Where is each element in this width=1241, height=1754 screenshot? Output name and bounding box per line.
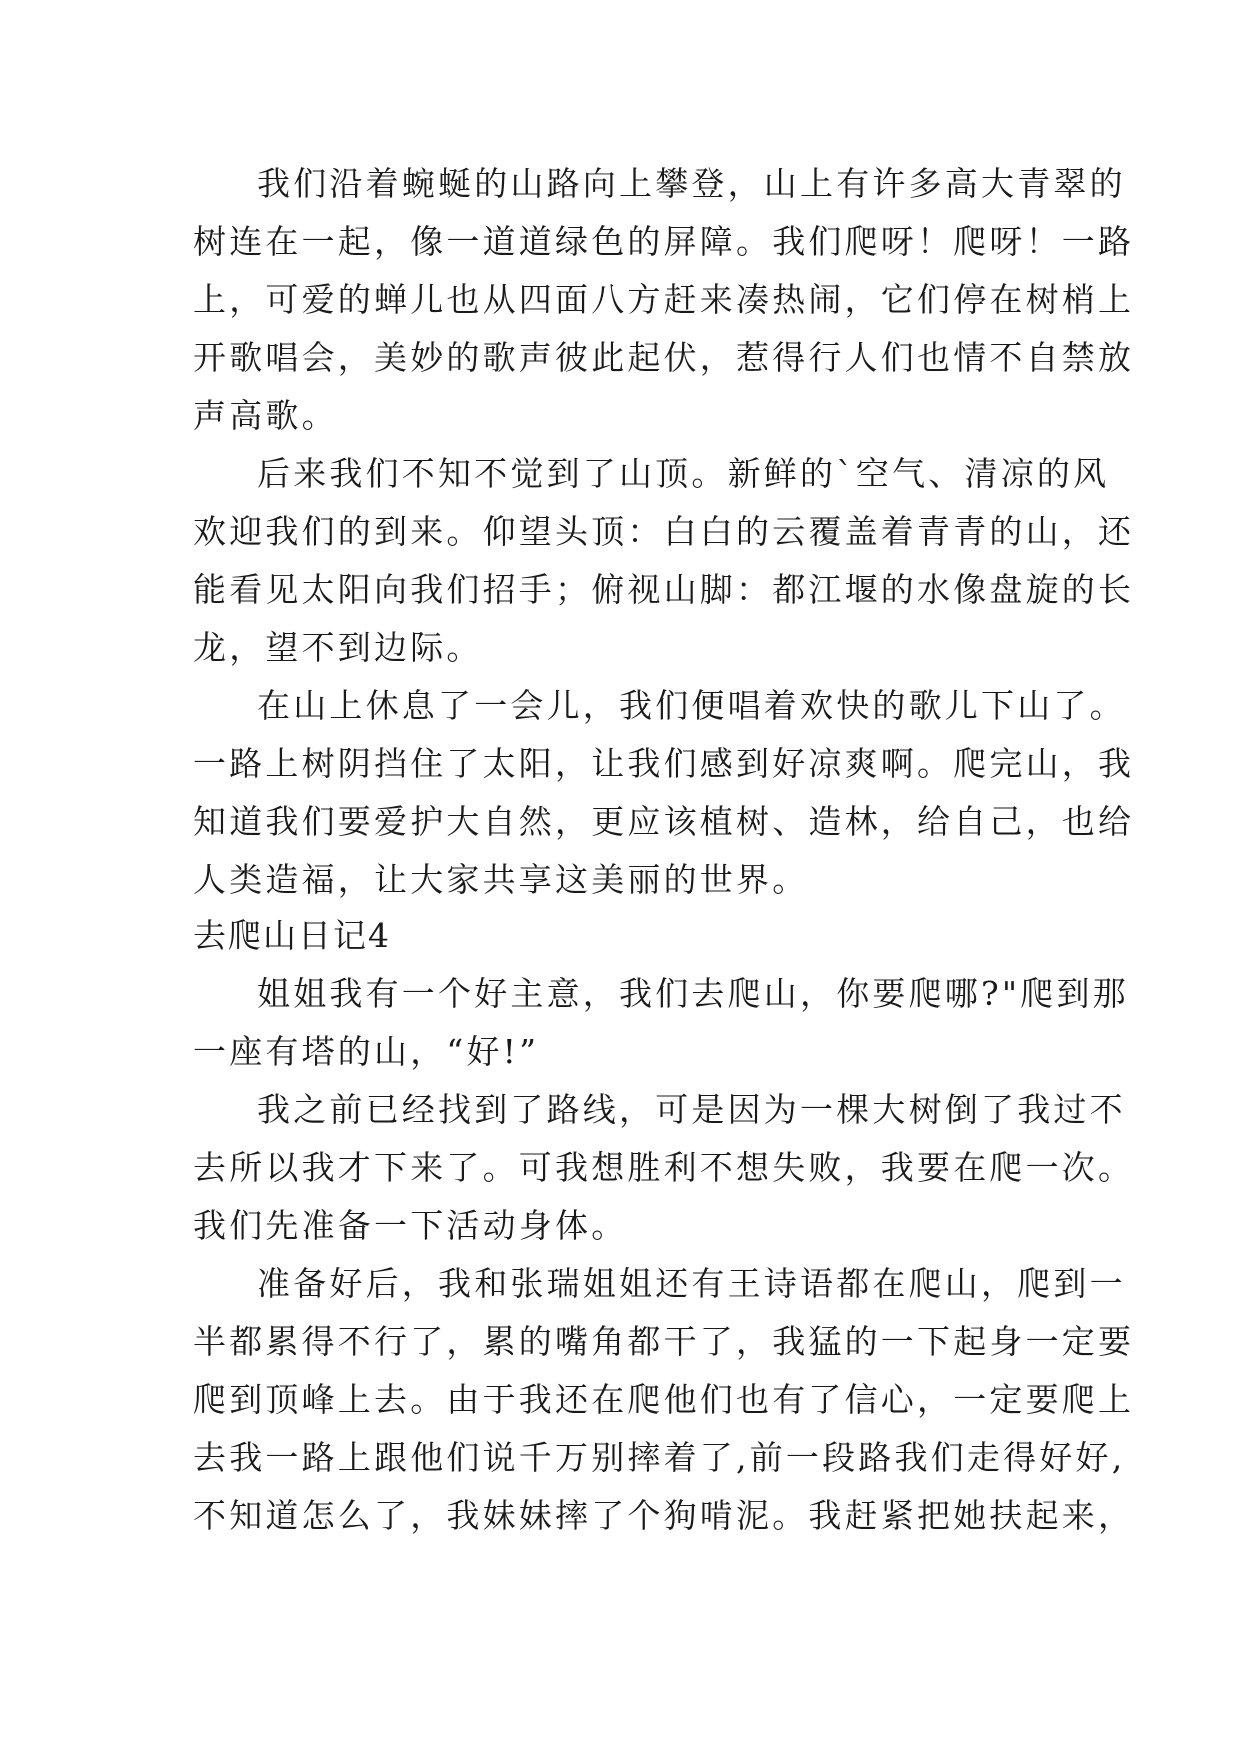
- paragraph-5-line-2: 去所以我才下来了。可我想胜利不想失败，我要在爬一次。: [193, 1148, 1135, 1187]
- paragraph-2-line-2: 欢迎我们的到来。仰望头顶：白白的云覆盖着青青的山，还: [193, 512, 1135, 551]
- paragraph-1-line-4: 开歌唱会，美妙的歌声彼此起伏，惹得行人们也情不自禁放: [193, 338, 1135, 377]
- paragraph-6-line-1: 准备好后，我和张瑞姐姐还有王诗语都在爬山，爬到一: [257, 1264, 1126, 1303]
- paragraph-3-line-4: 人类造福，让大家共享这美丽的世界。: [193, 860, 809, 899]
- paragraph-6-line-4: 去我一路上跟他们说千万别摔着了,前一段路我们走得好好,: [193, 1438, 1126, 1477]
- paragraph-3-line-2: 一路上树阴挡住了太阳，让我们感到好凉爽啊。爬完山，我: [193, 744, 1135, 783]
- paragraph-1-line-3: 上，可爱的蝉儿也从四面八方赶来凑热闹，它们停在树梢上: [193, 280, 1135, 319]
- paragraph-5-line-1: 我之前已经找到了路线，可是因为一棵大树倒了我过不: [257, 1090, 1126, 1129]
- paragraph-3-line-1: 在山上休息了一会儿，我们便唱着欢快的歌儿下山了。: [257, 686, 1126, 725]
- paragraph-6-line-2: 半都累得不行了，累的嘴角都干了，我猛的一下起身一定要: [193, 1322, 1135, 1361]
- paragraph-2-line-4: 龙，望不到边际。: [193, 628, 483, 667]
- paragraph-5-line-3: 我们先准备一下活动身体。: [193, 1206, 628, 1245]
- section-title: 去爬山日记4: [193, 916, 391, 955]
- paragraph-3-line-3: 知道我们要爱护大自然，更应该植树、造林，给自己，也给: [193, 802, 1135, 841]
- paragraph-6-line-5: 不知道怎么了，我妹妹摔了个狗啃泥。我赶紧把她扶起来，: [193, 1496, 1135, 1535]
- paragraph-4-line-2: 一座有塔的山，“好!”: [193, 1032, 540, 1071]
- paragraph-1-line-1: 我们沿着蜿蜒的山路向上攀登，山上有许多高大青翠的: [257, 164, 1126, 203]
- paragraph-1-line-5: 声高歌。: [193, 396, 338, 435]
- paragraph-1-line-2: 树连在一起，像一道道绿色的屏障。我们爬呀！爬呀！一路: [193, 222, 1135, 261]
- paragraph-6-line-3: 爬到顶峰上去。由于我还在爬他们也有了信心，一定要爬上: [193, 1380, 1135, 1419]
- paragraph-4-line-1: 姐姐我有一个好主意，我们去爬山，你要爬哪?"爬到那: [257, 974, 1129, 1013]
- paragraph-2-line-3: 能看见太阳向我们招手；俯视山脚：都江堰的水像盘旋的长: [193, 570, 1135, 609]
- paragraph-2-line-1: 后来我们不知不觉到了山顶。新鲜的`空气、清凉的风: [257, 454, 1110, 493]
